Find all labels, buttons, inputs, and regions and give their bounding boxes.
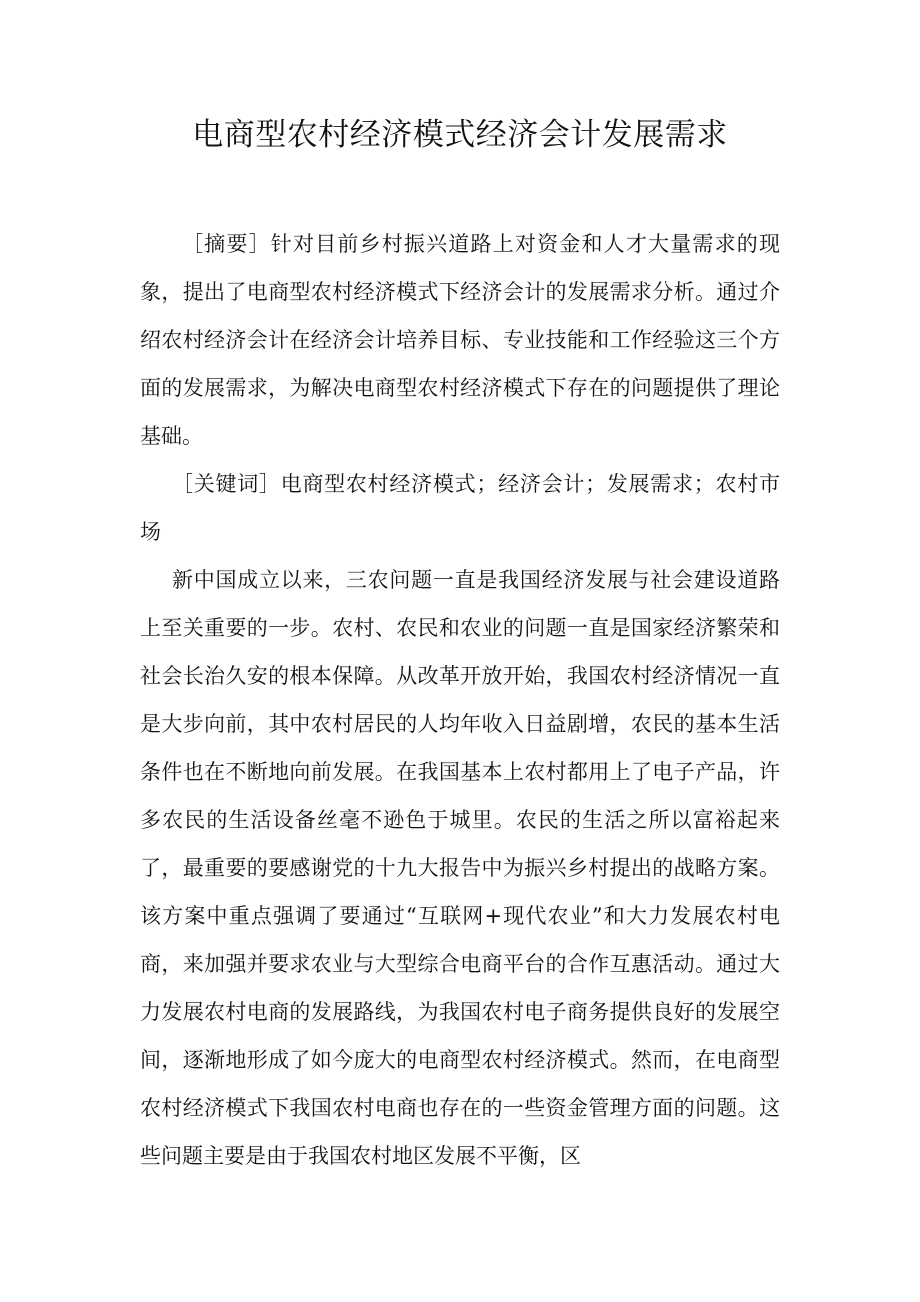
keywords-paragraph: ［关键词］电商型农村经济模式；经济会计；发展需求；农村市场 (140, 472, 780, 544)
document-title: 电商型农村经济模式经济会计发展需求 (192, 117, 728, 153)
abstract-paragraph: ［摘要］针对目前乡村振兴道路上对资金和人才大量需求的现象，提出了电商型农村经济模式下经济会计的发展需求分析。通过介绍农村经济会计在经济会计培养目标、专业技能和工作经验这三个方面的发展需求，为解决电商型农村经济模式下存在的问题提供了理论基础。 (140, 232, 780, 448)
document-body (140, 220, 780, 1180)
body-paragraph: 新中国成立以来，三农问题一直是我国经济发展与社会建设道路上至关重要的一步。农村、农民和农业的问题一直是国家经济繁荣和社会长治久安的根本保障。从改革开放开始，我国农村经济情况一直是大步向前，其中农村居民的人均年收入日益剧增，农民的基本生活条件也在不断地向前发展。在我国基本上农村都用上了电子产品，许多农民的生活设备丝毫不逊色于城里。农民的生活之所以富裕起来了，最重要的要感谢党的十九大报告中为振兴乡村提出的战略方案。该方案中重点强调了要通过“互联网+现代农业”和大力发展农村电商，来加强并要求农业与大型综合电商平台的合作互惠活动。通过大力发展农村电商的发展路线，为我国农村电子商务提供良好的发展空间，逐渐地形成了如今庞大的电商型农村经济模式。然而，在电商型农村经济模式下我国农村电商也存在的一些资金管理方面的问题。这些问题主要是由于我国农村地区发展不平衡，区 (140, 568, 780, 1168)
